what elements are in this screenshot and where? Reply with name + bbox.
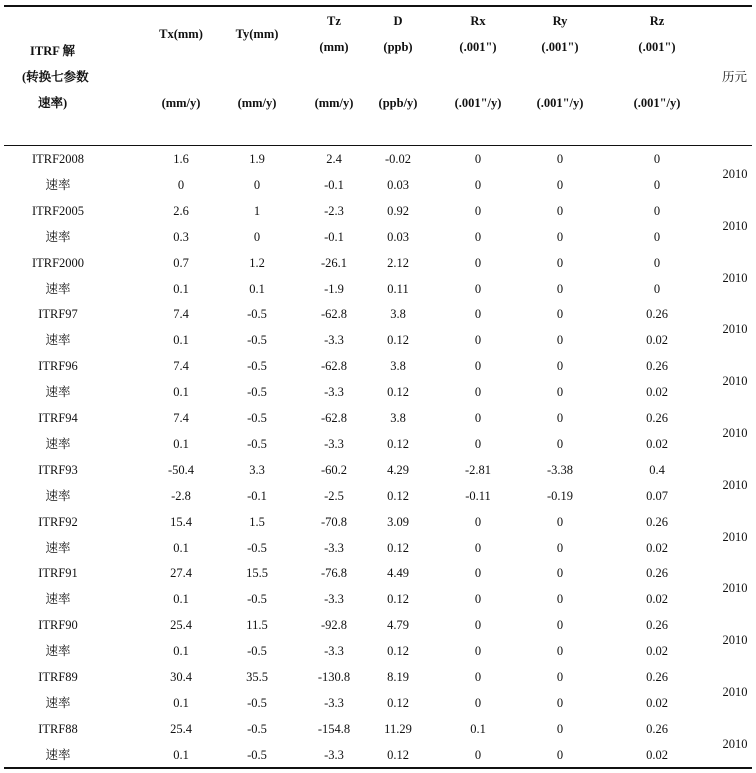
header-col-7-unit: (.001") (638, 40, 676, 54)
table-cell: 0.7 (173, 256, 189, 270)
table-cell: 0.1 (470, 722, 486, 736)
table-cell: 0.1 (173, 333, 189, 347)
row-label-rate: 速率 (45, 437, 71, 451)
table-cell: 0.02 (646, 385, 668, 399)
table-cell: 0 (474, 515, 482, 529)
table-cell: 0.12 (387, 437, 409, 451)
row-label-rate: 速率 (45, 385, 71, 399)
table-cell: -76.8 (320, 566, 348, 580)
epoch-value: 2010 (722, 633, 748, 647)
table-cell: 30.4 (170, 670, 192, 684)
table-cell: 0.02 (646, 696, 668, 710)
table-cell: 3.8 (390, 359, 406, 373)
row-label-rate: 速率 (45, 541, 71, 555)
table-cell: -3.3 (324, 592, 344, 606)
table-cell: 0.12 (387, 644, 409, 658)
row-label-solution: ITRF96 (38, 359, 78, 373)
row-label-rate: 速率 (45, 282, 71, 296)
table-cell: 0.02 (646, 541, 668, 555)
table-cell: -154.8 (317, 722, 351, 736)
row-label-solution: ITRF97 (38, 307, 78, 321)
table-cell: -0.5 (247, 307, 267, 321)
epoch-value: 2010 (722, 478, 748, 492)
epoch-value: 2010 (722, 685, 748, 699)
row-label-rate: 速率 (45, 644, 71, 658)
table-cell: 0 (556, 592, 564, 606)
row-label-solution: ITRF93 (38, 463, 78, 477)
table-cell: -3.3 (324, 644, 344, 658)
header-col-3-unit: (mm) (319, 40, 349, 54)
table-cell: 0 (556, 230, 564, 244)
header-solution-line3: 速率) (38, 96, 68, 110)
table-cell: -62.8 (320, 411, 348, 425)
table-cell: 0.26 (646, 618, 668, 632)
epoch-value: 2010 (722, 737, 748, 751)
table-cell: 0.03 (387, 178, 409, 192)
row-label-rate: 速率 (45, 178, 71, 192)
table-cell: 0.02 (646, 748, 668, 762)
table-cell: 0 (556, 437, 564, 451)
row-label-solution: ITRF91 (38, 566, 78, 580)
table-cell: 0 (253, 178, 261, 192)
table-cell: 0.4 (649, 463, 665, 477)
table-cell: 1.5 (249, 515, 265, 529)
table-cell: 3.8 (390, 411, 406, 425)
table-cell: 1.9 (249, 152, 265, 166)
row-label-rate: 速率 (45, 333, 71, 347)
table-cell: 2.6 (173, 204, 189, 218)
table-cell: -3.38 (546, 463, 574, 477)
header-col-1-name: Tx(mm) (159, 27, 203, 41)
table-cell: -0.19 (546, 489, 574, 503)
table-cell: 0.26 (646, 722, 668, 736)
table-cell: -2.5 (324, 489, 344, 503)
epoch-value: 2010 (722, 219, 748, 233)
epoch-value: 2010 (722, 322, 748, 336)
table-cell: -70.8 (320, 515, 348, 529)
table-cell: 0 (474, 541, 482, 555)
table-cell: 0 (474, 385, 482, 399)
table-cell: 0 (556, 152, 564, 166)
header-col-7-name: Rz (649, 14, 665, 28)
table-cell: -0.5 (247, 696, 267, 710)
table-cell: 35.5 (246, 670, 268, 684)
table-cell: 0 (474, 748, 482, 762)
table-cell: 0.02 (646, 333, 668, 347)
table-cell: -0.5 (247, 748, 267, 762)
table-cell: 0.03 (387, 230, 409, 244)
table-cell: 0 (556, 411, 564, 425)
table-cell: 0 (556, 541, 564, 555)
table-cell: -0.5 (247, 541, 267, 555)
table-cell: 0.07 (646, 489, 668, 503)
table-cell: -2.81 (464, 463, 492, 477)
table-cell: 15.5 (246, 566, 268, 580)
table-cell: 0.12 (387, 333, 409, 347)
table-top-rule (4, 5, 752, 7)
table-cell: 7.4 (173, 411, 189, 425)
header-col-3-name: Tz (327, 14, 341, 28)
header-solution-line1: ITRF 解 (30, 44, 76, 58)
table-cell: 0.12 (387, 385, 409, 399)
table-cell: 0 (556, 333, 564, 347)
table-cell: 0 (474, 437, 482, 451)
table-cell: -3.3 (324, 541, 344, 555)
table-cell: 0.1 (173, 592, 189, 606)
epoch-value: 2010 (722, 581, 748, 595)
table-cell: 11.29 (384, 722, 412, 736)
header-col-3-rate-unit: (mm/y) (314, 96, 354, 110)
table-cell: -2.8 (171, 489, 191, 503)
table-cell: -0.11 (465, 489, 491, 503)
table-cell: 0 (474, 230, 482, 244)
table-cell: 0 (556, 385, 564, 399)
table-cell: 0 (474, 696, 482, 710)
header-epoch: 历元 (722, 70, 748, 84)
table-cell: 0 (556, 307, 564, 321)
table-cell: 3.8 (390, 307, 406, 321)
table-cell: 0.1 (173, 541, 189, 555)
table-cell: 0.26 (646, 307, 668, 321)
table-cell: 0 (653, 178, 661, 192)
table-cell: 0 (556, 722, 564, 736)
table-cell: 0.12 (387, 489, 409, 503)
table-cell: -1.9 (324, 282, 344, 296)
table-cell: -2.3 (324, 204, 344, 218)
table-cell: 4.49 (387, 566, 409, 580)
table-cell: -50.4 (167, 463, 195, 477)
header-col-5-name: Rx (470, 14, 486, 28)
table-cell: 0.1 (173, 748, 189, 762)
table-cell: 0 (474, 566, 482, 580)
table-cell: 0 (474, 411, 482, 425)
header-col-2-name: Ty(mm) (235, 27, 279, 41)
table-cell: 0 (474, 204, 482, 218)
table-cell: 0.12 (387, 592, 409, 606)
table-cell: 0.1 (173, 385, 189, 399)
table-cell: -0.1 (247, 489, 267, 503)
row-label-rate: 速率 (45, 748, 71, 762)
table-cell: 0 (653, 230, 661, 244)
table-cell: 0.02 (646, 437, 668, 451)
row-label-solution: ITRF90 (38, 618, 78, 632)
table-cell: 0 (653, 256, 661, 270)
table-cell: 0 (556, 644, 564, 658)
table-cell: 0.92 (387, 204, 409, 218)
table-cell: -3.3 (324, 696, 344, 710)
table-cell: -0.5 (247, 437, 267, 451)
table-cell: 0.26 (646, 670, 668, 684)
epoch-value: 2010 (722, 271, 748, 285)
table-cell: 0.1 (173, 282, 189, 296)
table-cell: -3.3 (324, 437, 344, 451)
table-cell: 1.2 (249, 256, 265, 270)
table-cell: 0.26 (646, 515, 668, 529)
table-cell: -0.5 (247, 722, 267, 736)
header-col-5-unit: (.001") (459, 40, 497, 54)
table-cell: 0.26 (646, 359, 668, 373)
table-cell: 4.29 (387, 463, 409, 477)
row-label-solution: ITRF2008 (31, 152, 85, 166)
table-cell: 3.3 (249, 463, 265, 477)
row-label-solution: ITRF89 (38, 670, 78, 684)
row-label-solution: ITRF92 (38, 515, 78, 529)
epoch-value: 2010 (722, 167, 748, 181)
table-cell: -60.2 (320, 463, 348, 477)
table-cell: 0.12 (387, 696, 409, 710)
header-col-1-rate-unit: (mm/y) (161, 96, 201, 110)
table-cell: 0.1 (173, 644, 189, 658)
table-cell: 4.79 (387, 618, 409, 632)
row-label-solution: ITRF94 (38, 411, 78, 425)
table-cell: 0 (474, 670, 482, 684)
table-cell: 2.12 (387, 256, 409, 270)
table-cell: 0 (556, 670, 564, 684)
table-cell: -130.8 (317, 670, 351, 684)
header-col-6-rate-unit: (.001"/y) (536, 96, 584, 110)
table-bottom-rule (4, 767, 752, 769)
header-solution-line2: (转换七参数 (22, 70, 89, 84)
table-cell: 0 (556, 748, 564, 762)
table-cell: 0 (653, 282, 661, 296)
table-cell: -0.1 (324, 230, 344, 244)
row-label-rate: 速率 (45, 230, 71, 244)
table-cell: 0 (474, 359, 482, 373)
table-cell: 0 (474, 307, 482, 321)
table-cell: -0.02 (384, 152, 412, 166)
row-label-solution: ITRF2005 (31, 204, 85, 218)
table-cell: 0.1 (173, 696, 189, 710)
header-col-4-unit: (ppb) (383, 40, 413, 54)
header-col-7-rate-unit: (.001"/y) (633, 96, 681, 110)
table-cell: 7.4 (173, 307, 189, 321)
table-cell: 0.1 (249, 282, 265, 296)
table-cell: -0.5 (247, 385, 267, 399)
table-cell: 0 (556, 696, 564, 710)
epoch-value: 2010 (722, 374, 748, 388)
table-cell: 27.4 (170, 566, 192, 580)
table-cell: 0.26 (646, 566, 668, 580)
table-cell: -0.5 (247, 359, 267, 373)
header-col-4-rate-unit: (ppb/y) (378, 96, 418, 110)
table-cell: 0 (556, 204, 564, 218)
table-header-rule (4, 145, 752, 146)
table-cell: 25.4 (170, 618, 192, 632)
table-cell: 0 (474, 644, 482, 658)
table-cell: -0.5 (247, 644, 267, 658)
table-cell: 7.4 (173, 359, 189, 373)
table-cell: 0 (556, 515, 564, 529)
table-cell: 0 (474, 282, 482, 296)
table-cell: 0.02 (646, 592, 668, 606)
table-cell: -0.5 (247, 333, 267, 347)
table-cell: 0 (556, 359, 564, 373)
row-label-rate: 速率 (45, 696, 71, 710)
table-cell: 0.11 (387, 282, 409, 296)
row-label-rate: 速率 (45, 489, 71, 503)
table-cell: -0.5 (247, 592, 267, 606)
table-cell: -3.3 (324, 748, 344, 762)
table-cell: -26.1 (320, 256, 348, 270)
table-cell: 2.4 (326, 152, 342, 166)
table-cell: 25.4 (170, 722, 192, 736)
table-cell: 0 (474, 152, 482, 166)
table-cell: 11.5 (246, 618, 268, 632)
table-cell: -62.8 (320, 307, 348, 321)
table-cell: 0 (556, 178, 564, 192)
table-cell: 0 (556, 618, 564, 632)
table-cell: 0.3 (173, 230, 189, 244)
table-cell: 0.26 (646, 411, 668, 425)
table-cell: 0.12 (387, 541, 409, 555)
table-cell: 0 (474, 333, 482, 347)
row-label-solution: ITRF2000 (31, 256, 85, 270)
table-cell: 15.4 (170, 515, 192, 529)
row-label-solution: ITRF88 (38, 722, 78, 736)
table-cell: 0 (556, 282, 564, 296)
header-col-4-name: D (393, 14, 403, 28)
table-cell: 1.6 (173, 152, 189, 166)
table-cell: -3.3 (324, 333, 344, 347)
table-cell: -62.8 (320, 359, 348, 373)
table-cell: 0 (474, 618, 482, 632)
table-cell: -92.8 (320, 618, 348, 632)
header-col-6-name: Ry (552, 14, 568, 28)
table-cell: 0 (177, 178, 185, 192)
table-cell: 0 (556, 566, 564, 580)
table-cell: 0 (253, 230, 261, 244)
table-cell: 0 (556, 256, 564, 270)
table-cell: 8.19 (387, 670, 409, 684)
epoch-value: 2010 (722, 530, 748, 544)
epoch-value: 2010 (722, 426, 748, 440)
table-cell: 0.1 (173, 437, 189, 451)
table-cell: 0.02 (646, 644, 668, 658)
table-cell: -3.3 (324, 385, 344, 399)
table-cell: 1 (253, 204, 261, 218)
table-cell: 0 (474, 592, 482, 606)
table-cell: 0 (653, 152, 661, 166)
table-cell: 0 (474, 256, 482, 270)
table-cell: 0.12 (387, 748, 409, 762)
header-col-2-rate-unit: (mm/y) (237, 96, 277, 110)
table-cell: 0 (653, 204, 661, 218)
header-col-6-unit: (.001") (541, 40, 579, 54)
row-label-rate: 速率 (45, 592, 71, 606)
table-cell: 3.09 (387, 515, 409, 529)
table-cell: -0.5 (247, 411, 267, 425)
table-cell: -0.1 (324, 178, 344, 192)
header-col-5-rate-unit: (.001"/y) (454, 96, 502, 110)
table-cell: 0 (474, 178, 482, 192)
